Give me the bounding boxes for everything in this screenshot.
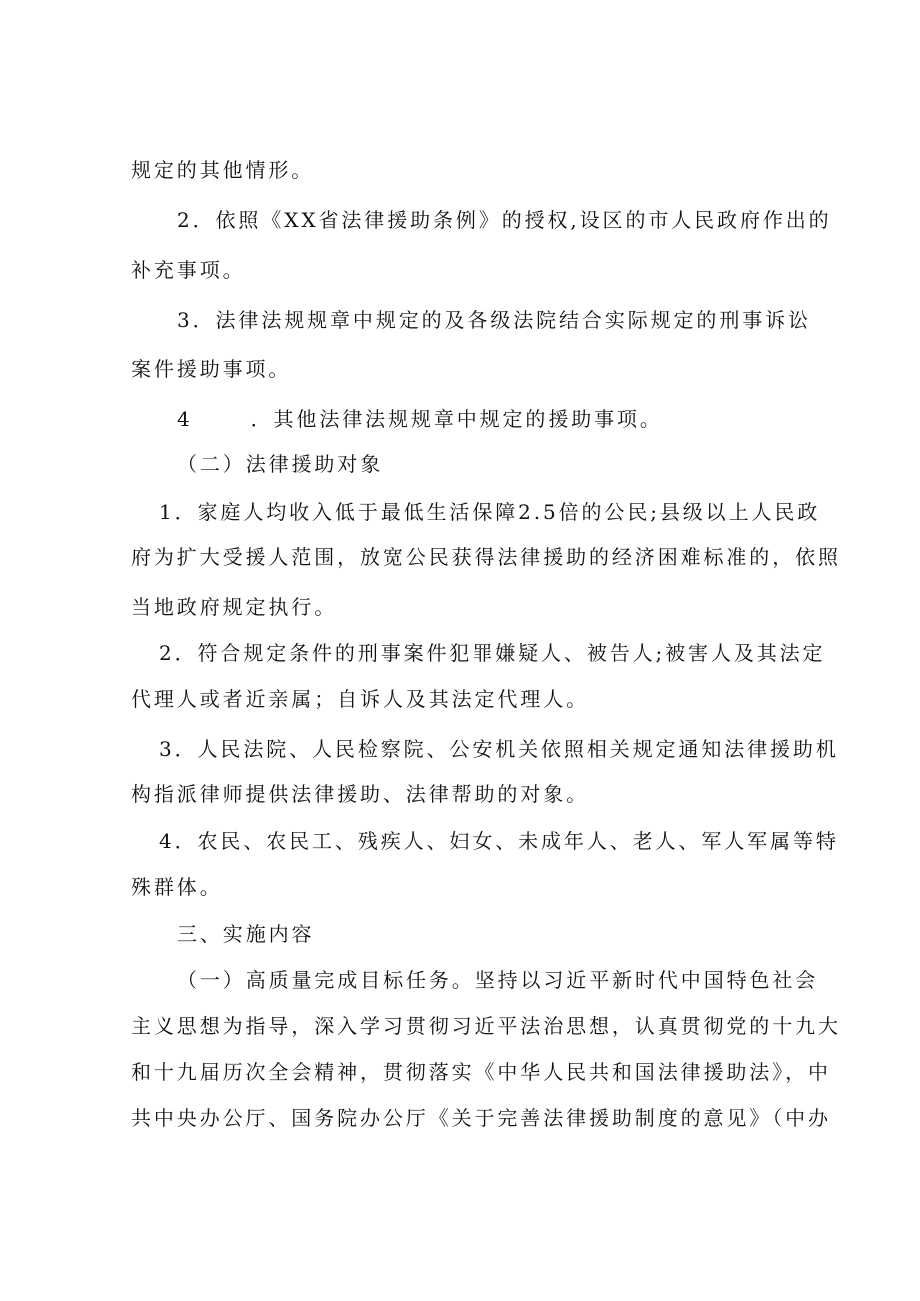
list-number: 4 — [177, 407, 193, 431]
text-line: 和十九届历次全会精神，贯彻落实《中华人民共和国法律援助法》，中 — [131, 1060, 831, 1084]
text-line: （一）高质量完成目标任务。坚持以习近平新时代中国特色社会 — [177, 968, 819, 992]
text-line: 当地政府规定执行。 — [131, 595, 338, 619]
text-line: 案件援助事项。 — [131, 357, 292, 381]
text-line: 共中央办公厅、国务院办公厅《关于完善法律援助制度的意见》（中办 — [131, 1106, 831, 1130]
text-line: 府为扩大受援人范围，放宽公民获得法律援助的经济困难标准的，依照 — [131, 545, 841, 569]
text-line: 殊群体。 — [131, 875, 223, 899]
text-line — [177, 407, 663, 431]
text-line: 2．符合规定条件的刑事案件犯罪嫌疑人、被告人;被害人及其法定 — [159, 641, 826, 665]
text-line: 4．农民、农民工、残疾人、妇女、未成年人、老人、军人军属等特 — [159, 829, 839, 853]
section-heading: （二）法律援助对象 — [177, 452, 384, 476]
list-text: ．其他法律法规规章中规定的援助事项。 — [250, 407, 663, 431]
text-line: 代理人或者近亲属；自诉人及其法定代理人。 — [131, 687, 589, 711]
text-line: 1．家庭人均收入低于最低生活保障2.5倍的公民;县级以上人民政 — [159, 500, 821, 524]
section-heading: 三、实施内容 — [177, 922, 315, 946]
text-line: 规定的其他情形。 — [131, 158, 315, 182]
text-line: 补充事项。 — [131, 258, 246, 282]
text-line: 3．人民法院、人民检察院、公安机关依照相关规定通知法律援助机 — [159, 737, 839, 761]
text-line: 主义思想为指导，深入学习贯彻习近平法治思想，认真贯彻党的十九大 — [131, 1014, 841, 1038]
text-line: 构指派律师提供法律援助、法律帮助的对象。 — [131, 782, 589, 806]
text-line: 2．依照《XX省法律援助条例》的授权,设区的市人民政府作出的 — [177, 208, 832, 232]
text-line: 3．法律法规规章中规定的及各级法院结合实际规定的刑事诉讼 — [177, 308, 811, 332]
